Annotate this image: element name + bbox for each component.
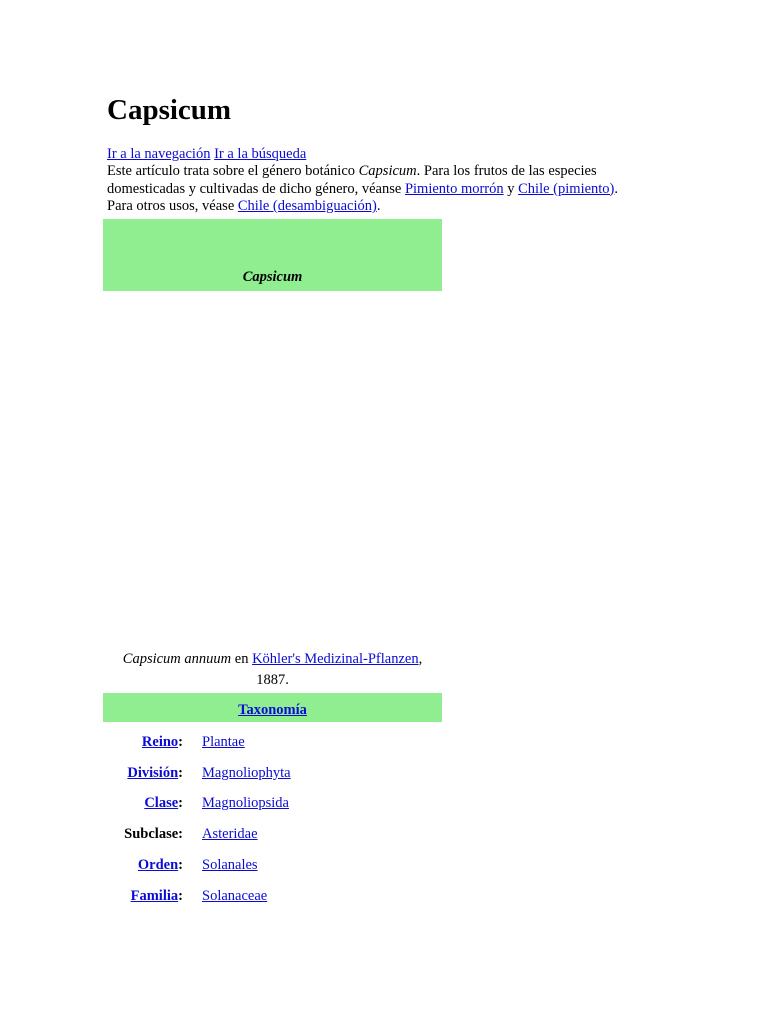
taxonomy-row <box>103 825 442 847</box>
taxonomy-row <box>103 794 442 816</box>
hatnote-text: Para otros usos, véase <box>107 198 238 214</box>
taxonomy-value-link[interactable]: Asteridae <box>202 826 258 842</box>
taxonomy-rank <box>103 733 183 751</box>
navigation-link[interactable]: Ir a la navegación <box>107 146 211 162</box>
caption-year: 1887. <box>256 672 289 688</box>
hatnote-text: . <box>376 198 381 214</box>
taxonomy-rank <box>103 764 183 782</box>
taxonomy-value-link[interactable]: Plantae <box>202 734 245 750</box>
pimiento-morron-link[interactable]: Pimiento morrón <box>404 180 504 197</box>
rank-colon: : <box>178 795 183 811</box>
taxonomy-row <box>103 856 442 878</box>
rank-colon: : <box>178 826 183 842</box>
infobox-title: Capsicum <box>242 269 303 285</box>
rank-colon: : <box>178 857 183 873</box>
rank-label: Subclase <box>124 826 179 842</box>
rank-link[interactable]: Familia <box>130 888 179 904</box>
hatnote-text: domesticadas y cultivadas de dicho género, véanse <box>107 180 405 197</box>
taxonomy-value-link[interactable]: Magnoliophyta <box>202 765 291 781</box>
chile-pimiento-link[interactable]: Chile (pimiento) <box>518 180 615 197</box>
caption-comma: , <box>418 651 423 667</box>
nav-links <box>107 145 306 163</box>
taxonomy-row <box>103 764 442 786</box>
hatnote-text: . Para los frutos de las especies <box>416 163 597 179</box>
rank-colon: : <box>178 765 183 781</box>
taxonomy-value-link[interactable]: Solanales <box>202 857 258 873</box>
taxonomy-value-link[interactable]: Magnoliopsida <box>202 795 289 811</box>
hatnote-line-1 <box>107 163 667 181</box>
hatnote-genus: Capsicum <box>358 163 417 179</box>
kohler-link[interactable]: Köhler's Medizinal-Pflanzen <box>252 651 419 667</box>
rank-link[interactable]: Reino <box>141 734 179 750</box>
taxonomy-row <box>103 733 442 755</box>
caption-species: Capsicum annuum <box>122 651 232 667</box>
taxonomy-rank <box>103 794 183 812</box>
infobox-image[interactable] <box>103 291 442 646</box>
search-link[interactable]: Ir a la búsqueda <box>214 146 307 162</box>
caption-text: en <box>231 651 253 667</box>
taxonomy-value-link[interactable]: Solanaceae <box>202 888 268 904</box>
taxonomy-header <box>103 693 442 722</box>
rank-colon: : <box>178 888 183 904</box>
hatnote-line-3 <box>107 198 667 216</box>
rank-link[interactable]: División <box>127 765 179 781</box>
rank-colon: : <box>178 734 183 750</box>
taxonomy-rank <box>103 856 183 874</box>
hatnote-text: Este artículo trata sobre el género botánico <box>107 163 359 179</box>
page-title: Capsicum <box>107 94 232 126</box>
hatnote <box>107 163 667 216</box>
image-caption <box>103 649 442 691</box>
hatnote-text: . <box>614 180 619 197</box>
rank-link[interactable]: Clase <box>144 795 179 811</box>
taxonomy-row <box>103 887 442 909</box>
chile-disambiguation-link[interactable]: Chile (desambiguación) <box>237 198 377 214</box>
rank-link[interactable]: Orden <box>137 857 179 873</box>
hatnote-line-2 <box>107 181 667 199</box>
caption-line-1 <box>103 649 442 670</box>
taxonomy-rank <box>103 887 183 905</box>
taxonomy-rank <box>103 825 183 843</box>
taxonomy-link[interactable]: Taxonomía <box>238 702 307 718</box>
hatnote-text: y <box>503 180 519 197</box>
infobox-title-bar <box>103 219 442 291</box>
